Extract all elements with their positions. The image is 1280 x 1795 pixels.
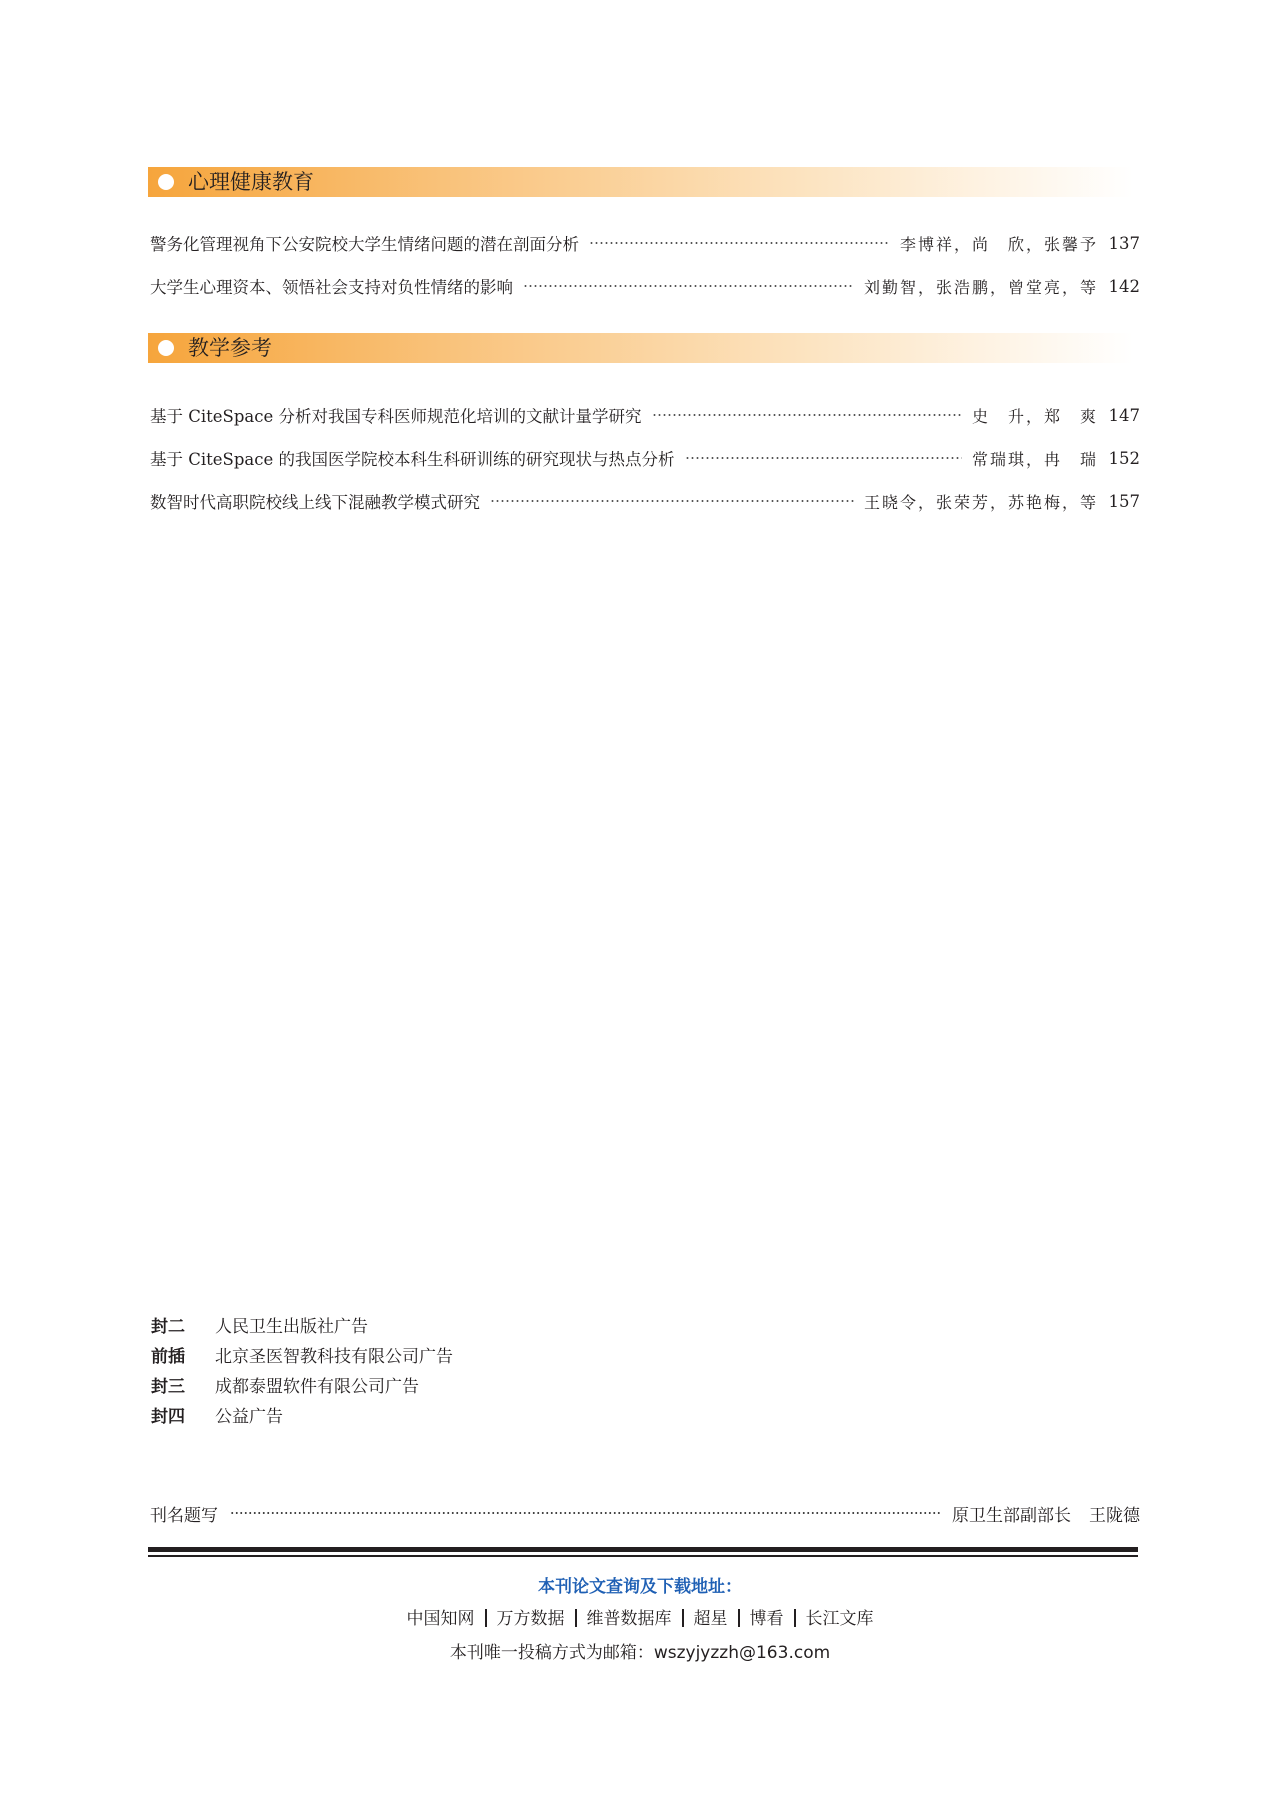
article-authors: 刘勤智，张浩鹏，曾堂亮，等 (863, 277, 1098, 297)
article-title: 基于 CiteSpace 的我国医学院校本科生科研训练的研究现状与热点分析 (150, 450, 675, 469)
ad-position: 封三 (151, 1377, 185, 1397)
dot-leader (230, 1510, 940, 1516)
page-number: 157 (1108, 491, 1140, 511)
source-item[interactable]: 长江文库 (805, 1609, 874, 1629)
separator (575, 1609, 577, 1627)
article-title: 数智时代高职院校线上线下混融教学模式研究 (150, 493, 480, 512)
page-number: 142 (1108, 276, 1140, 296)
ad-entry (151, 1374, 419, 1400)
ad-text: 公益广告 (215, 1407, 283, 1427)
article-authors: 常瑞琪，冉 瑞 (971, 449, 1098, 469)
article-title: 大学生心理资本、领悟社会支持对负性情绪的影响 (150, 278, 513, 297)
article-authors: 李博祥，尚 欣，张馨予 (899, 234, 1098, 254)
title-credit-name: 王陇德 (1089, 1505, 1140, 1526)
title-credit-label: 刊名题写 (150, 1505, 218, 1526)
toc-entry[interactable] (150, 272, 1140, 300)
ad-text: 成都泰盟软件有限公司广告 (215, 1377, 419, 1397)
toc-entry[interactable] (150, 487, 1140, 515)
dot-leader (490, 498, 854, 504)
ad-entry (151, 1344, 453, 1370)
ad-position: 前插 (151, 1347, 185, 1367)
submission-email: 本刊唯一投稿方式为邮箱：wszyjyzzh@163.com (449, 1643, 831, 1663)
page-number: 152 (1108, 448, 1140, 468)
article-title: 基于 CiteSpace 分析对我国专科医师规范化培训的文献计量学研究 (150, 407, 642, 426)
toc-entry[interactable] (150, 401, 1140, 429)
article-title: 警务化管理视角下公安院校大学生情绪问题的潜在剖面分析 (150, 235, 579, 254)
article-authors: 史 升，郑 爽 (971, 406, 1098, 426)
ad-position: 封四 (151, 1407, 185, 1427)
footer-sources (0, 1604, 1280, 1629)
separator (485, 1609, 487, 1627)
divider-thick (148, 1547, 1138, 1552)
separator (738, 1609, 740, 1627)
page-number: 147 (1108, 405, 1140, 425)
title-credit (150, 1499, 1140, 1527)
section-title: 教学参考 (188, 336, 272, 360)
separator (794, 1609, 796, 1627)
dot-leader (589, 240, 890, 246)
section-header (148, 167, 1133, 197)
source-item[interactable]: 维普数据库 (586, 1609, 672, 1629)
toc-entry[interactable] (150, 229, 1140, 257)
page-number: 137 (1108, 233, 1140, 253)
bullet-icon (158, 174, 174, 190)
section-header (148, 333, 1133, 363)
source-item[interactable]: 博看 (749, 1609, 784, 1629)
ad-entry (151, 1404, 283, 1430)
dot-leader (523, 283, 854, 289)
section-title: 心理健康教育 (188, 170, 314, 194)
ad-position: 封二 (151, 1317, 185, 1337)
footer-heading: 本刊论文查询及下载地址： (538, 1577, 742, 1597)
ad-entry (151, 1314, 368, 1340)
bullet-icon (158, 340, 174, 356)
source-item[interactable]: 中国知网 (406, 1609, 475, 1629)
divider-thin (148, 1555, 1138, 1557)
dot-leader (652, 412, 962, 418)
ad-text: 北京圣医智教科技有限公司广告 (215, 1347, 453, 1367)
toc-entry[interactable] (150, 444, 1140, 472)
title-credit-role: 原卫生部副部长 (952, 1505, 1071, 1526)
ad-text: 人民卫生出版社广告 (215, 1317, 368, 1337)
source-item[interactable]: 超星 (693, 1609, 728, 1629)
source-item[interactable]: 万方数据 (496, 1609, 565, 1629)
dot-leader (685, 455, 962, 461)
separator (682, 1609, 684, 1627)
article-authors: 王晓令，张荣芳，苏艳梅，等 (863, 492, 1098, 512)
